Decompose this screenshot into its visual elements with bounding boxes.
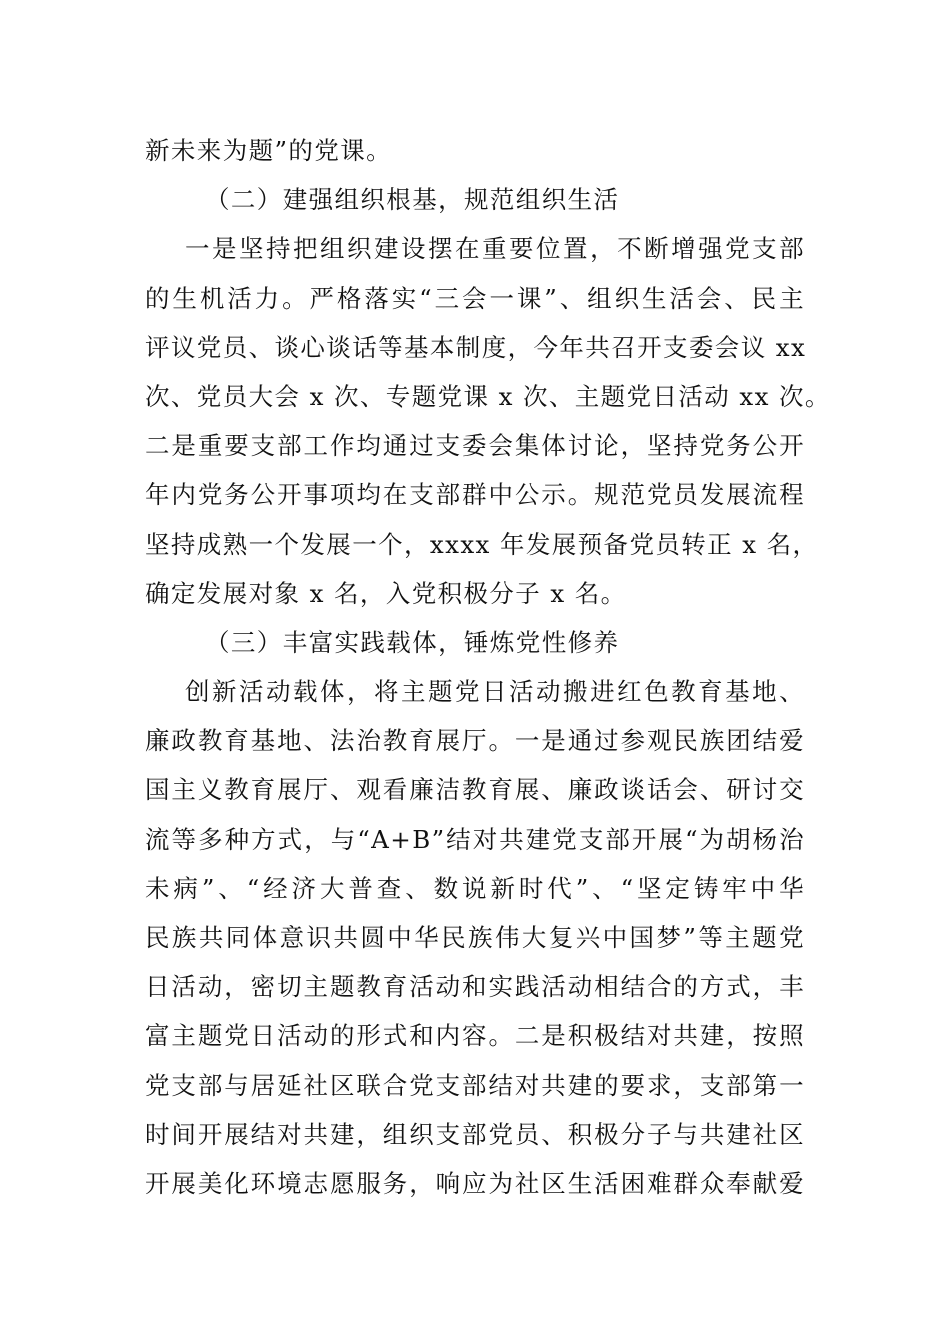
paragraph-line: 日活动，密切主题教育活动和实践活动相结合的方式，丰: [145, 972, 805, 1002]
paragraph-line: 次、党员大会 x 次、专题党课 x 次、主题党日活动 xx 次。: [145, 381, 831, 411]
section-heading: （三）丰富实践载体，锤炼党性修养: [205, 627, 620, 657]
document-body: [145, 126, 831, 1208]
paragraph-line: 一是坚持把组织建设摆在重要位置，不断增强党支部: [185, 234, 805, 264]
paragraph-line: 国主义教育展厅、观看廉洁教育展、廉政谈话会、研讨交: [145, 775, 805, 805]
paragraph-line: 富主题党日活动的形式和内容。二是积极结对共建，按照: [145, 1021, 805, 1051]
paragraph-line: 时间开展结对共建，组织支部党员、积极分子与共建社区: [145, 1119, 805, 1149]
section-heading: （二）建强组织根基，规范组织生活: [205, 185, 620, 215]
paragraph-line: 坚持成熟一个发展一个，xxxx 年发展预备党员转正 x 名，: [145, 529, 819, 559]
paragraph-line: 未病”、“经济大普查、数说新时代”、“坚定铸牢中华: [145, 873, 805, 903]
paragraph-line: 评议党员、谈心谈话等基本制度，今年共召开支委会议 xx: [145, 332, 807, 362]
paragraph-line: 确定发展对象 x 名，入党积极分子 x 名。: [145, 578, 627, 608]
paragraph-line: 党支部与居延社区联合党支部结对共建的要求，支部第一: [145, 1070, 805, 1100]
paragraph-line: 的生机活力。严格落实“三会一课”、组织生活会、民主: [145, 283, 805, 313]
paragraph-line: 新未来为题”的党课。: [145, 136, 393, 165]
paragraph-line: 廉政教育基地、法治教育展厅。一是通过参观民族团结爱: [145, 726, 805, 756]
paragraph-line: 开展美化环境志愿服务，响应为社区生活困难群众奉献爱: [145, 1168, 805, 1198]
paragraph-line: 民族共同体意识共圆中华民族伟大复兴中国梦”等主题党: [145, 923, 805, 952]
paragraph-line: 流等多种方式，与“A+B”结对共建党支部开展“为胡杨治: [145, 824, 805, 854]
paragraph-line: 年内党务公开事项均在支部群中公示。规范党员发展流程: [145, 480, 805, 510]
paragraph-line: 创新活动载体，将主题党日活动搬进红色教育基地、: [185, 677, 805, 707]
paragraph-line: 二是重要支部工作均通过支委会集体讨论，坚持党务公开: [145, 431, 805, 461]
